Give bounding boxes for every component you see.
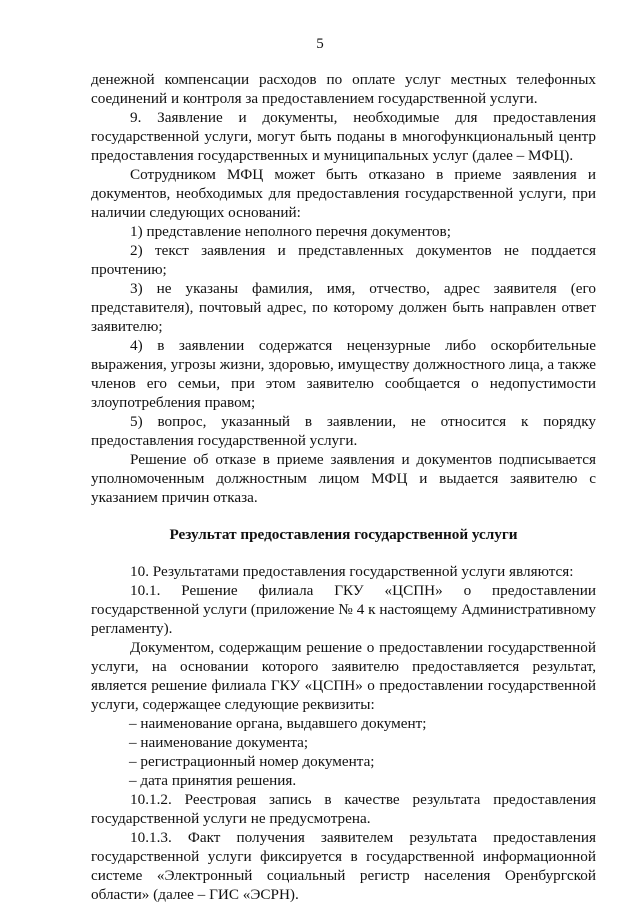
paragraph-continuation: денежной компенсации расходов по оплате услуг местных телефонных соединений и контроля за предоставлением государственной услуги. — [91, 71, 596, 107]
refusal-reason-5: 5) вопрос, указанный в заявлении, не относится к порядку предоставления государственной услуги. — [91, 413, 596, 449]
page-number: 5 — [316, 36, 324, 52]
section-heading: Результат предоставления государственной услуги — [169, 526, 518, 543]
paragraph-10-1-2: 10.1.2. Реестровая запись в качестве результата предоставления государственной услуги не предусмотрена. — [91, 791, 596, 827]
list-item: – дата принятия решения. — [129, 772, 297, 789]
document-body — [91, 70, 596, 904]
list-item: – наименование органа, выдавшего документ; — [129, 715, 427, 732]
list-item: – регистрационный номер документа; — [129, 753, 375, 770]
paragraph-9: 9. Заявление и документы, необходимые для предоставления государственной услуги, могут быть поданы в многофункциональный центр предоставления государственных и муниципальных услуг (далее – МФЦ). — [91, 109, 596, 164]
paragraph-10-1-3: 10.1.3. Факт получения заявителем результата предоставления государственной услуги фиксируется в государственной информационной системе «Электронный социальный регистр населения Оренбургской области» (далее – ГИС «ЭСРН). — [91, 829, 596, 903]
paragraph-refusal-decision: Решение об отказе в приеме заявления и документов подписывается уполномоченным должностным лицом МФЦ и выдается заявителю с указанием причин отказа. — [91, 451, 596, 506]
paragraph-refusal-intro: Сотрудником МФЦ может быть отказано в приеме заявления и документов, необходимых для предоставления государственной услуги, при наличии следующих оснований: — [91, 166, 596, 221]
paragraph-decision-document: Документом, содержащим решение о предоставлении государственной услуги, на основании которого заявителю предоставляется результат, является решение филиала ГКУ «ЦСПН» о предоставлении государственной услуги, содержащее следующие реквизиты: — [91, 639, 596, 713]
refusal-reason-4: 4) в заявлении содержатся нецензурные либо оскорбительные выражения, угрозы жизни, здоровью, имуществу должностного лица, а также членов его семьи, при этом заявителю сообщается о недопустимости злоупотребления правом; — [91, 337, 596, 411]
refusal-reason-2: 2) текст заявления и представленных документов не поддается прочтению; — [91, 242, 596, 278]
list-item: – наименование документа; — [129, 734, 309, 751]
refusal-reason-1: 1) представление неполного перечня документов; — [130, 223, 451, 240]
paragraph-10: 10. Результатами предоставления государственной услуги являются: — [130, 563, 574, 580]
paragraph-10-1: 10.1. Решение филиала ГКУ «ЦСПН» о предоставлении государственной услуги (приложение № 4 к настоящему Административному регламенту). — [91, 582, 596, 637]
refusal-reason-3: 3) не указаны фамилия, имя, отчество, адрес заявителя (его представителя), почтовый адрес, по которому должен быть направлен ответ заявителю; — [91, 280, 596, 335]
